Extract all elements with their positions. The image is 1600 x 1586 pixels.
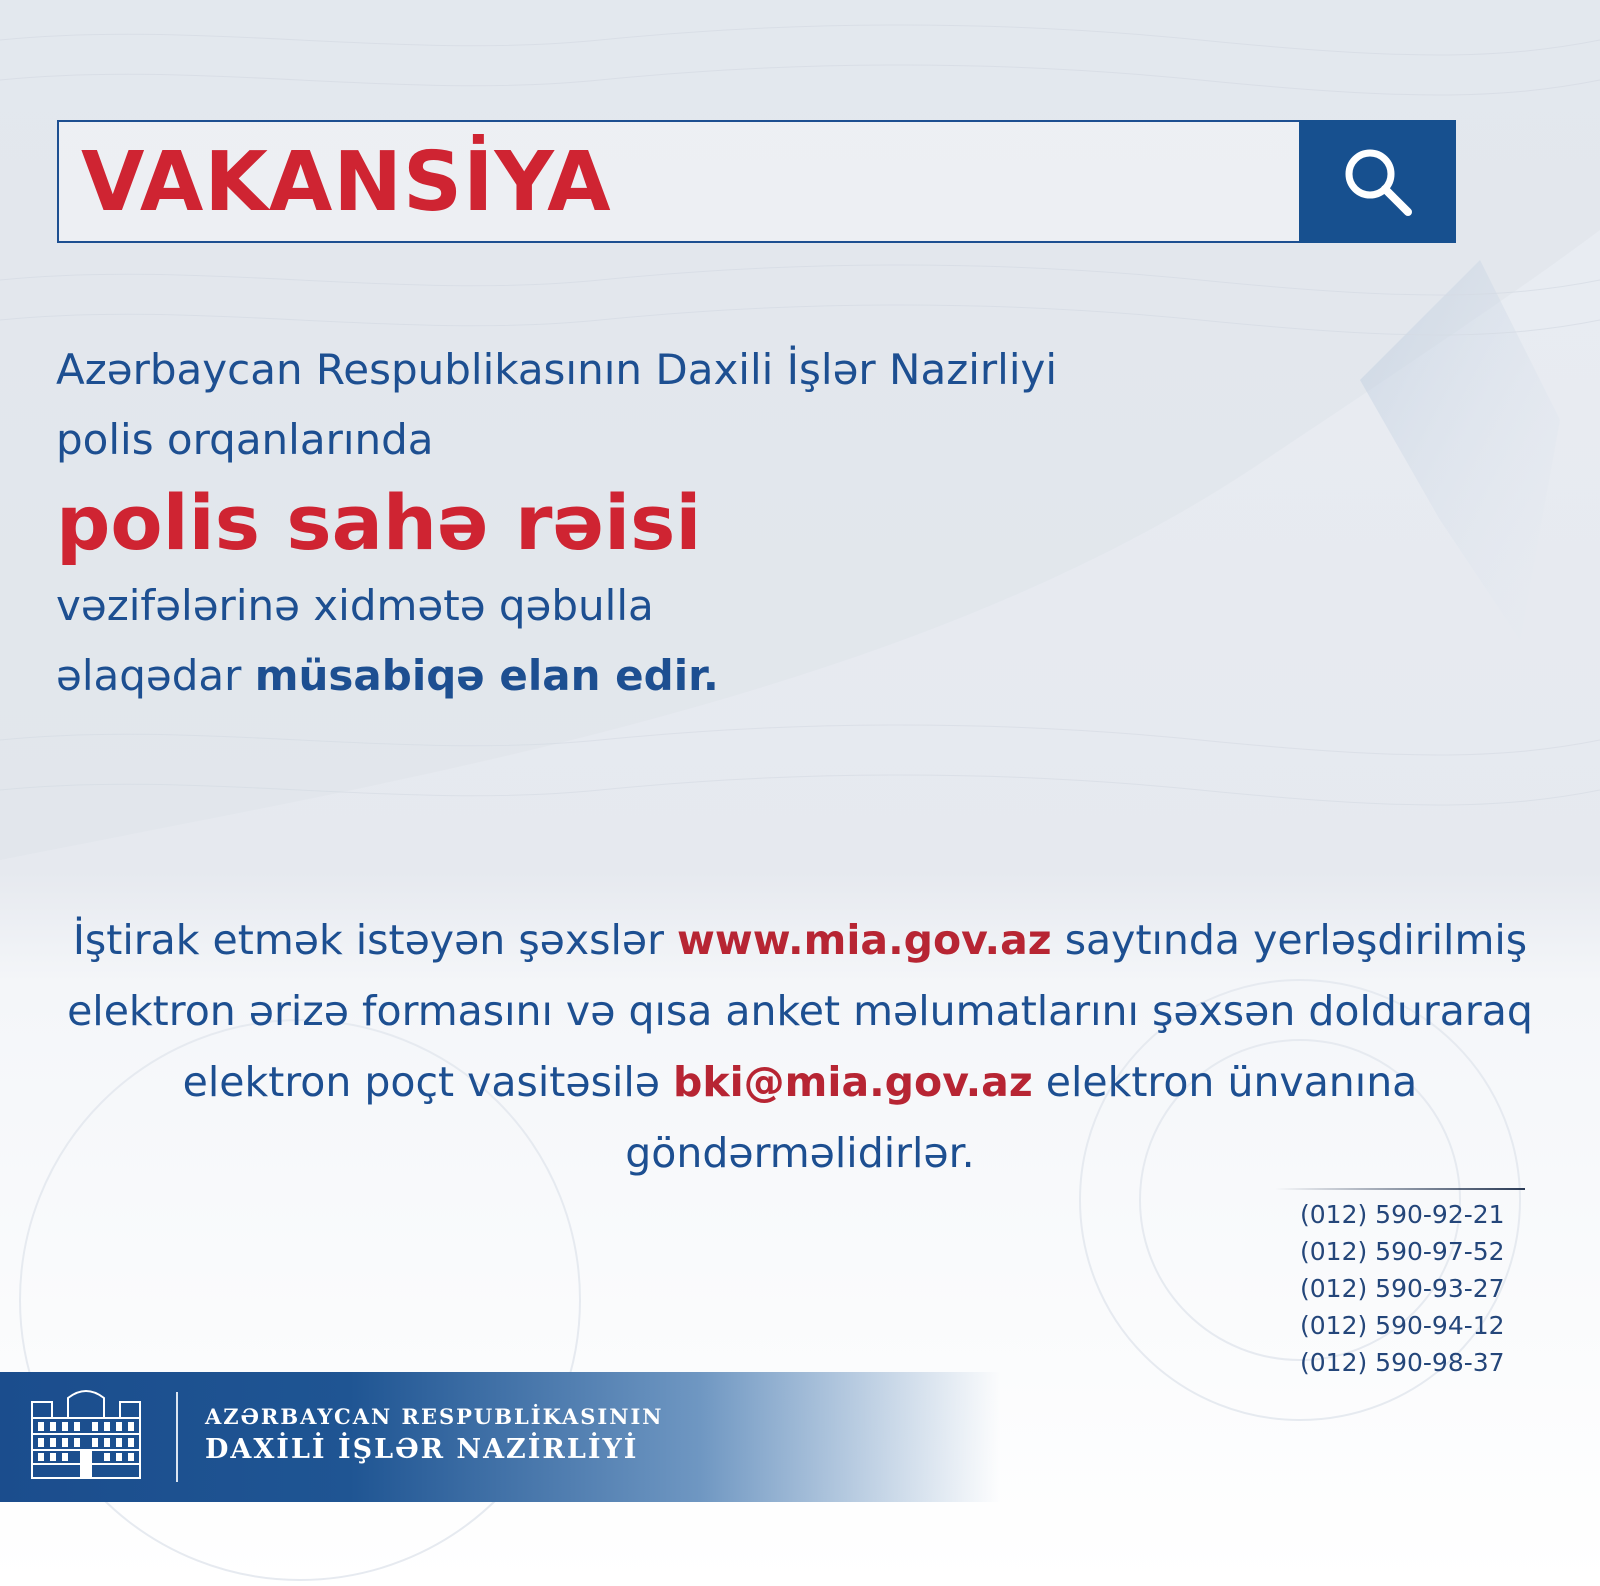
search-icon — [1338, 142, 1418, 222]
ministry-name — [205, 1402, 663, 1468]
application-instructions — [40, 905, 1560, 1189]
footer-separator — [176, 1392, 178, 1482]
website-link[interactable]: www.mia.gov.az — [677, 916, 1052, 964]
phone-number: (012) 590-94-12 — [1300, 1311, 1505, 1340]
intro-line-ministry: Azərbaycan Respublikasının Daxili İşlər Nazirliyi — [56, 345, 1058, 394]
phone-list — [1300, 1196, 1505, 1381]
notice-part1: İştirak etmək istəyən şəxslər — [72, 916, 678, 964]
ministry-name-line1: AZƏRBAYCAN RESPUBLİKASININ — [205, 1404, 664, 1429]
intro-line-duties: vəzifələrinə xidmətə qəbulla — [56, 581, 654, 630]
intro-competition-prefix: əlaqədar — [56, 651, 255, 700]
intro-line-competition — [56, 641, 1057, 711]
ministry-building-icon — [28, 1384, 144, 1484]
vacancy-search-bar — [57, 120, 1456, 243]
phone-number: (012) 590-98-37 — [1300, 1348, 1505, 1377]
phone-number: (012) 590-93-27 — [1300, 1274, 1505, 1303]
intro-line-organs: polis orqanlarında — [56, 415, 434, 464]
ministry-footer — [0, 1372, 1000, 1502]
ministry-name-line2: DAXİLİ İŞLƏR NAZİRLİYİ — [205, 1434, 639, 1465]
phone-number: (012) 590-97-52 — [1300, 1237, 1505, 1266]
announcement-intro — [56, 335, 1057, 711]
phone-number: (012) 590-92-21 — [1300, 1200, 1505, 1229]
search-button — [1299, 120, 1456, 243]
email-link[interactable]: bki@mia.gov.az — [673, 1058, 1033, 1106]
notice-part2: saytında yerləşdirilmiş elektron ərizə formasını və qısa anket məlumatlarını şəxsən dolduraraq elektron poçt vasitəsilə — [67, 916, 1533, 1106]
vacancy-title: VAKANSİYA — [81, 135, 612, 230]
notice-part3: elektron ünvanına göndərməlidirlər. — [625, 1058, 1418, 1177]
phones-divider — [1275, 1188, 1525, 1190]
position-title: polis sahə rəisi — [56, 478, 702, 567]
intro-competition-bold: müsabiqə elan edir. — [254, 651, 719, 700]
